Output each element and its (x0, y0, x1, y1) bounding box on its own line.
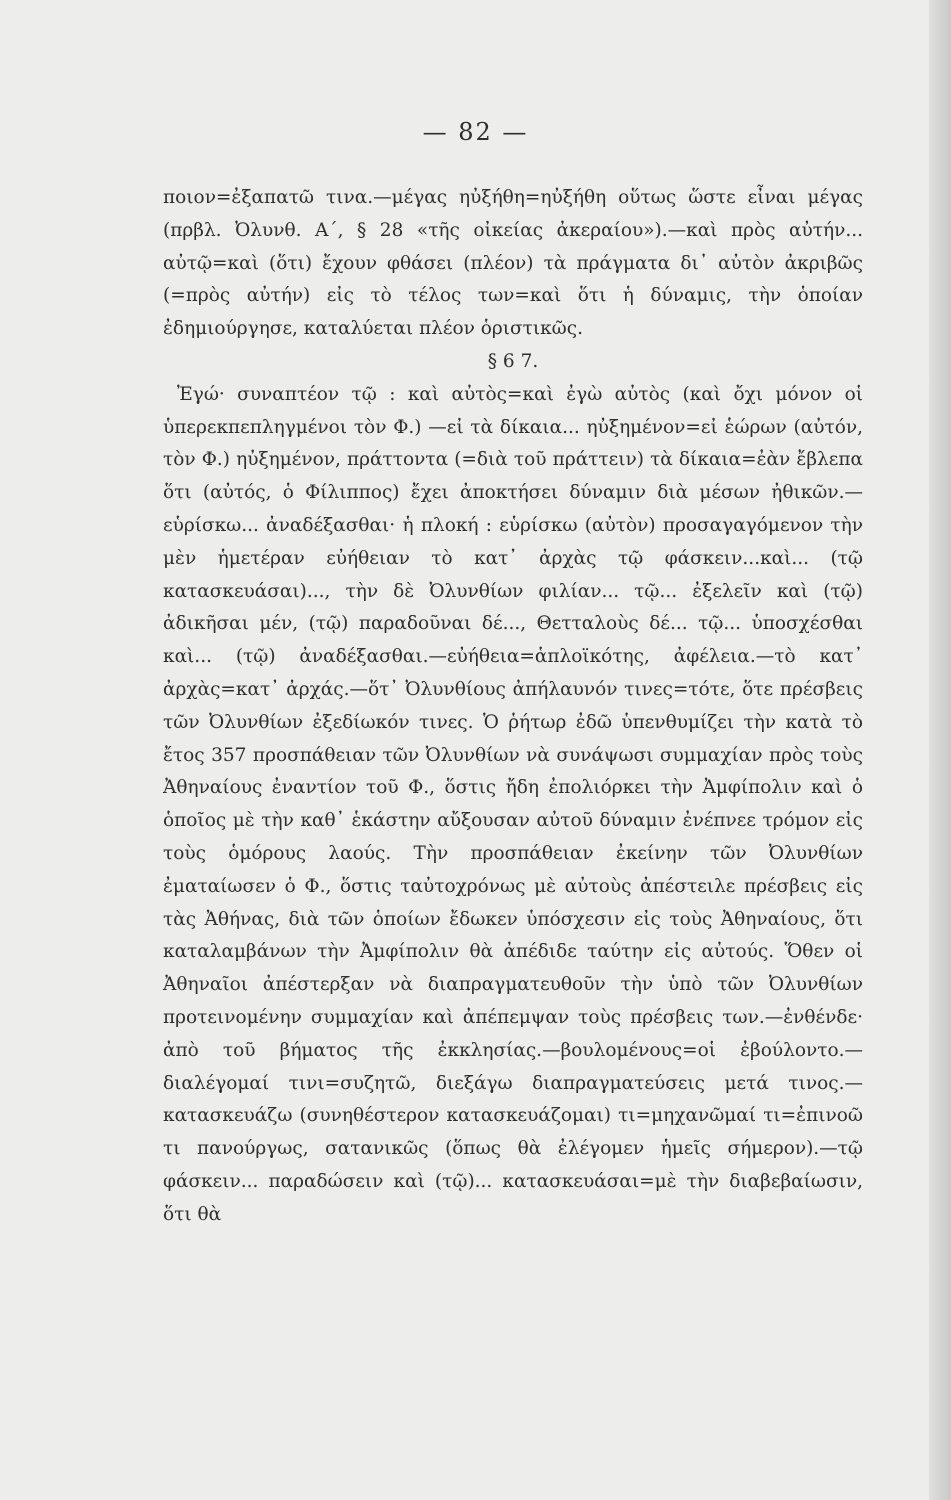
page-number: — 82 — (422, 118, 529, 146)
commentary-text (163, 182, 863, 1232)
paragraph-commentary-1: ποιον=ἐξαπατῶ τινα.—μέγας ηὐξήθη=ηὐξήθη οὕτως ὥστε εἶναι μέγας (πρβλ. Ὀλυνθ. Α΄, § 28 «τῆς οἰκείας ἀκεραίου»).—καὶ πρὸς αὐτήν... αὐτῷ=καὶ (ὅτι) ἔχουν φθάσει (πλέον) τὰ πράγματα δι᾽ αὐτὸν ἀκριβῶς (=πρὸς αὐτήν) εἰς τὸ τέλος των=καὶ ὅτι ἡ δύναμις, τὴν ὁποίαν ἐδημιούργησε, καταλύεται πλέον ὁριστικῶς. (163, 187, 863, 340)
section-heading: § 6 7. (487, 350, 539, 372)
page-edge-shadow (929, 0, 951, 1500)
paragraph-commentary-2: Ἐγώ· συναπτέον τῷ : καὶ αὐτὸς=καὶ ἐγὼ αὐτὸς (καὶ ὄχι μόνον οἱ ὑπερεκπεπληγμένοι τὸν Φ.) —εἰ τὰ δίκαια... ηὐξημένον=εἰ ἑώρων (αὐτόν, τὸν Φ.) ηὐξημένον, πράττοντα (=διὰ τοῦ πράττειν) τὰ δίκαια=ἐὰν ἔβλεπα ὅτι (αὐτός, ὁ Φίλιππος) ἔχει ἀποκτήσει δύναμιν διὰ μέσων ἠθικῶν.—εὑρίσκω... ἀναδέξασθαι· ἡ πλοκή : εὑρίσκω (αὐτὸν) προσαγαγόμενον τὴν μὲν ἡμετέραν εὐήθειαν τὸ κατ᾽ ἀρχὰς τῷ φάσκειν...καὶ... (τῷ κατασκευάσαι)..., τὴν δὲ Ὀλυνθίων φιλίαν... τῷ... ἐξελεῖν καὶ (τῷ) ἀδικῆσαι μέν, (τῷ) παραδοῦναι δέ..., Θετταλοὺς δέ... τῷ... ὑποσχέσθαι καὶ... (τῷ) ἀναδέξασθαι.—εὐήθεια=ἁπλοϊκότης, ἀφέλεια.—τὸ κατ᾽ ἀρχὰς=κατ᾽ ἀρχάς.—ὅτ᾽ Ὀλυνθίους ἀπήλαυνόν τινες=τότε, ὅτε πρέσβεις τῶν Ὀλυνθίων ἐξεδίωκόν τινες. Ὁ ῥήτωρ ἐδῶ ὑπενθυμίζει τὴν κατὰ τὸ ἔτος 357 προσπάθειαν τῶν Ὀλυνθίων νὰ συνάψωσι συμμαχίαν πρὸς τοὺς Ἀθηναίους ἐναντίον τοῦ Φ., ὅστις ἤδη ἐπολιόρκει τὴν Ἀμφίπολιν καὶ ὁ ὁποῖος μὲ τὴν καθ᾽ ἑκάστην αὔξουσαν αὐτοῦ δύναμιν ἐνέπνεε τρόμον εἰς τοὺς ὁμόρους λαούς. Τὴν προσπάθειαν ἐκείνην τῶν Ὀλυνθίων ἐματαίωσεν ὁ Φ., ὅστις ταὐτοχρόνως μὲ αὐτοὺς ἀπέστειλε πρέσβεις εἰς τὰς Ἀθήνας, διὰ τῶν ὁποίων ἔδωκεν ὑπόσχεσιν εἰς τοὺς Ἀθηναίους, ὅτι καταλαμβάνων τὴν Ἀμφίπολιν θὰ ἀπέδιδε ταύτην εἰς αὐτούς. Ὅθεν οἱ Ἀθηναῖοι ἀπέστερξαν νὰ διαπραγματευθοῦν τὴν ὑπὸ τῶν Ὀλυνθίων προτεινομένην συμμαχίαν καὶ ἀπέπεμψαν τοὺς πρέσβεις των.—ἐνθένδε· ἀπὸ τοῦ βήματος τῆς ἐκκλησίας.—βουλομένους=οἱ ἐβούλοντο.—διαλέγομαί τινι=συζητῶ, διεξάγω διαπραγματεύσεις μετά τινος.—κατασκευάζω (συνηθέστερον κατασκευάζομαι) τι=μηχανῶμαί τι=ἐπινοῶ τι πανούργως, σατανικῶς (ὅπως θὰ ἐλέγομεν ἡμεῖς σήμερον).—τῷ φάσκειν... παραδώσειν καὶ (τῷ)... κατασκευάσαι=μὲ τὴν διαβεβαίωσιν, ὅτι θὰ (163, 383, 863, 1225)
